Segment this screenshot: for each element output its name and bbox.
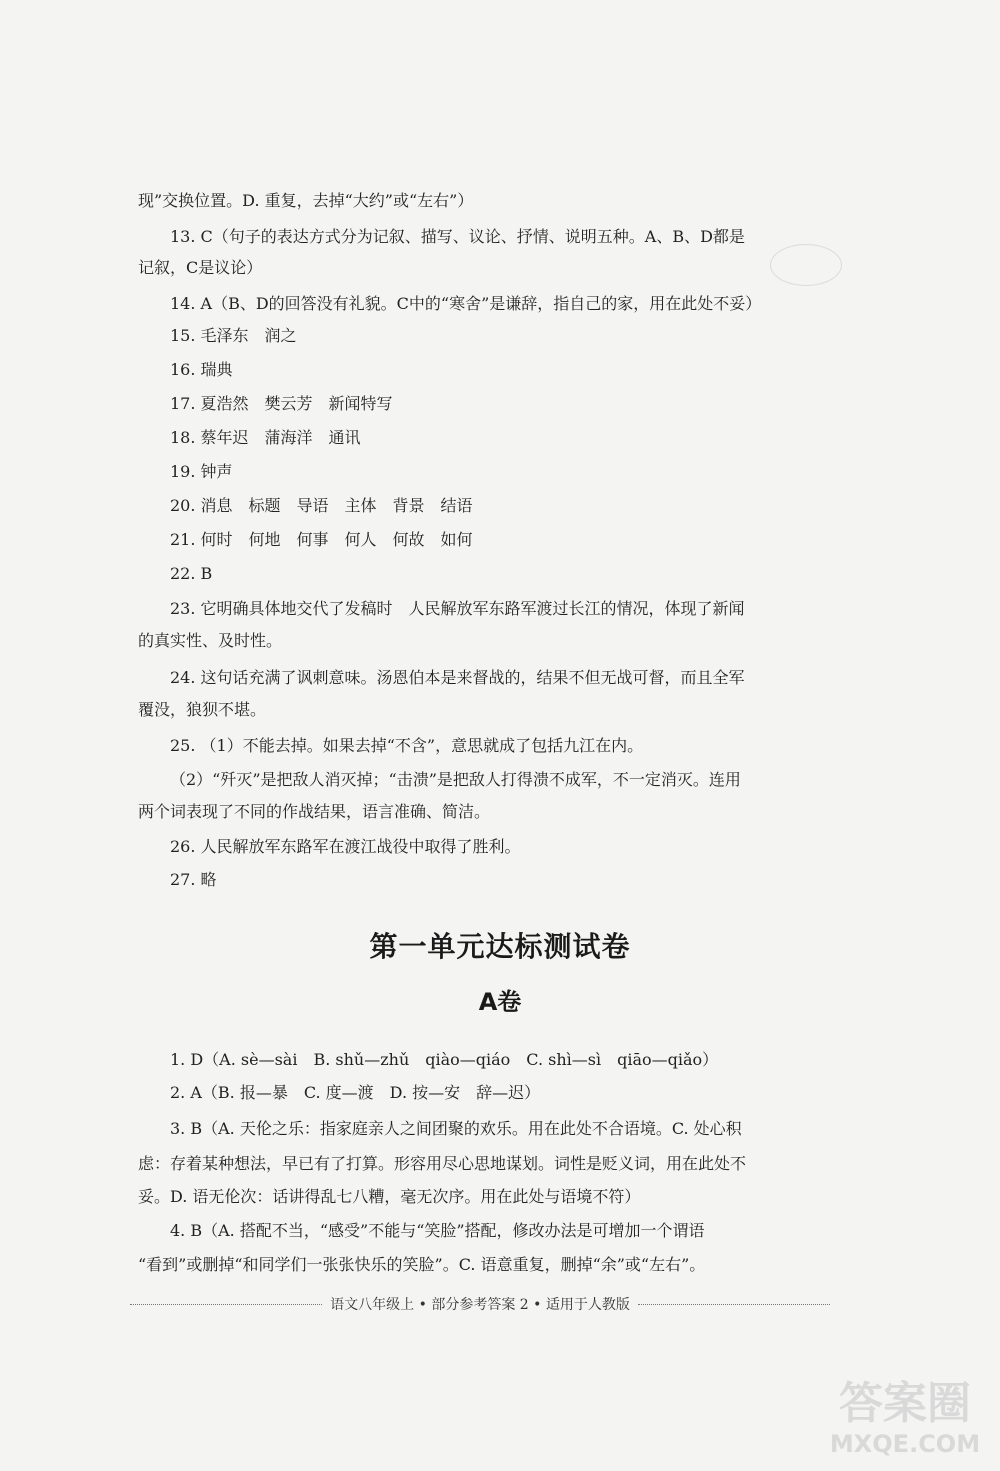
answer-line: 两个词表现了不同的作战结果，语言准确、简洁。 [138,802,491,821]
answer-line: 17. 夏浩然 樊云芳 新闻特写 [170,394,393,413]
answer-line: 13. C（句子的表达方式分为记叙、描写、议论、抒情、说明五种。A、B、D都是 [170,227,745,246]
answer-line: 14. A（B、D的回答没有礼貌。C中的“寒舍”是谦辞，指自己的家，用在此处不妥） [170,294,762,313]
answer-line: 26. 人民解放军东路军在渡江战役中取得了胜利。 [170,837,521,856]
answer-line: 记叙，C是议论） [138,258,263,277]
page-footer [130,1294,830,1314]
answer-line: 18. 蔡年迟 蒲海洋 通讯 [170,428,361,447]
watermark-line2: MXQE.COM [829,1430,981,1458]
answer-line: 19. 钟声 [170,462,233,481]
answer-line: 妥。D. 语无伦次：话讲得乱七八糟，毫无次序。用在此处与语境不符） [138,1187,641,1206]
footer-text: 语文八年级上 • 部分参考答案 2 • 适用于人教版 [330,1297,630,1313]
answer-line: 现”交换位置。D. 重复，去掉“大约”或“左右”） [138,191,474,210]
answer-line: 16. 瑞典 [170,360,233,379]
answer-line: 4. B（A. 搭配不当，“感受”不能与“笑脸”搭配，修改办法是可增加一个谓语 [170,1221,705,1240]
answer-line: “看到”或删掉“和同学们一张张快乐的笑脸”。C. 语意重复，删掉“余”或“左右”。 [138,1255,706,1274]
section-title: 第一单元达标测试卷 [369,930,631,963]
watermark-logo [820,1378,990,1458]
answer-line: 虑：存着某种想法，早已有了打算。形容用尽心思地谋划。词性是贬义词，用在此处不 [138,1154,747,1173]
footer-rule [638,1304,830,1305]
answer-line: 22. B [170,564,213,583]
answer-line: 1. D（A. sè—sài B. shǔ—zhǔ qiào—qiáo C. shì—sì qiāo—qiǎo） [170,1050,719,1069]
answer-line: 2. A（B. 报—暴 C. 度—渡 D. 按—安 辞—迟） [170,1083,541,1102]
answer-line: 15. 毛泽东 润之 [170,326,297,345]
answer-line: 27. 略 [170,870,217,889]
answer-line: 3. B（A. 天伦之乐：指家庭亲人之间团聚的欢乐。用在此处不合语境。C. 处心积 [170,1119,742,1138]
watermark-line1: 答案圈 [839,1378,971,1429]
answer-line: （2）“歼灭”是把敌人消灭掉；“击溃”是把敌人打得溃不成军，不一定消灭。连用 [170,770,741,789]
answer-line: 20. 消息 标题 导语 主体 背景 结语 [170,496,473,515]
answer-line: 23. 它明确具体地交代了发稿时 人民解放军东路军渡过长江的情况，体现了新闻 [170,599,745,618]
section-subtitle: A卷 [478,988,522,1016]
answer-line: 24. 这句话充满了讽刺意味。汤恩伯本是来督战的，结果不但无战可督，而且全军 [170,668,745,687]
answer-line: 覆没，狼狈不堪。 [138,700,267,719]
answer-line: 21. 何时 何地 何事 何人 何故 如何 [170,530,473,549]
answer-line: 25. （1）不能去掉。如果去掉“不含”，意思就成了包括九江在内。 [170,736,644,755]
footer-rule [130,1304,322,1305]
answer-line: 的真实性、及时性。 [138,631,283,650]
